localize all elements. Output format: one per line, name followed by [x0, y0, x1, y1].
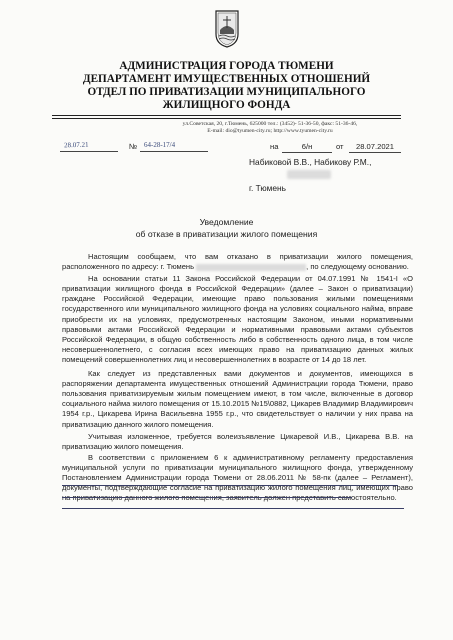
- pen-underline-1: [62, 485, 398, 486]
- number-underline: [140, 151, 208, 152]
- paragraph-refusal-text: Настоящим сообщаем, что вам отказано в приватизации жилого помещения, расположенного по адресу: г. Тюмень: [62, 252, 413, 272]
- handwritten-date: 28.07.21: [63, 140, 89, 150]
- notice-body: [62, 252, 413, 503]
- org-address: ул.Советская, 20, г.Тюмень, 625000 тел.: (3452)- 51-36-50, факс: 51-36-46,: [182, 121, 358, 127]
- letterhead-divider-thin: [52, 118, 401, 119]
- handwritten-number: 64-28-17/4: [144, 141, 176, 149]
- recipient-names: Набиковой В.В., Набикову Р.М.,: [249, 157, 372, 167]
- org-name-line-1: АДМИНИСТРАЦИЯ ГОРОДА ТЮМЕНИ: [119, 60, 334, 72]
- paragraph-consent-required: Учитывая изложенное, требуется волеизъявление Цикаревой И.В., Цикарева В.В. на приватизацию жилого помещения.: [62, 431, 413, 451]
- recipient-city: г. Тюмень: [249, 183, 287, 193]
- pen-underline-2: [62, 497, 352, 498]
- date-underline: [60, 151, 118, 152]
- redacted-address: [287, 170, 331, 179]
- pen-underline-3: [62, 508, 404, 509]
- org-name-line-3: ОТДЕЛ ПО ПРИВАТИЗАЦИИ МУНИЦИПАЛЬНОГО: [87, 86, 366, 98]
- paragraph-legal-basis: На основании статьи 11 Закона Российской Федерации от 04.07.1991 № 1541-I «О приватизации жилищного фонда в Российской Федерации» (далее – Закон о приватизации) граждане Российской Федерации, имеющие право пользования жилыми помещениями государственного или муниципального жилищного фонда на условиях социального найма, вправе приобрести их на условиях, предусмотренных настоящим Законом, иными нормативными правовыми актами Российской Федерации и нормативными правовыми актами субъектов Российской Федерации, в общую собственность либо в собственность одного лица, в том числе несовершеннолетнего, с согласия всех имеющих право на приватизацию данных жилых помещений совершеннолетних лиц и несовершеннолетних в возрасте от 14 до 18 лет.: [62, 274, 413, 364]
- org-contacts: E-mail: dio@tyumen-city.ru; http://www.tyumen-city.ru: [207, 128, 333, 134]
- paragraph-refusal: [62, 252, 413, 272]
- paragraph-documents-text: Как следует из представленных вами документов и документов, имеющихся в распоряжении департамента имущественных отношений Администрации города Тюмени, право пользования приватизируемым жилым помещением имеют, в том числе, включенные в договор социального найма жилого помещения от 15.10.2015 №15\0882,: [62, 369, 413, 409]
- on-label: на: [270, 142, 279, 151]
- letterhead-divider: [52, 115, 401, 116]
- paragraph-refusal-tail: , по следующему основанию.: [306, 262, 409, 272]
- paragraph-documents-persons: Цикарев Владимир Владимирович 1954 г.р., Цикарева Ирина Васильевна 1955 г.р., что свидетельствует о наличии у них права на приватизацию данного жилого помещения.: [62, 399, 414, 429]
- org-name-line-4: ЖИЛИЩНОГО ФОНДА: [162, 99, 291, 111]
- paragraph-documents: [62, 369, 413, 430]
- on-number: 6/н: [301, 142, 313, 151]
- from-label: от: [336, 142, 344, 151]
- document-title: Уведомление: [199, 217, 254, 227]
- number-label: №: [129, 142, 138, 151]
- city-emblem-icon: [214, 8, 240, 48]
- redacted-property-address: [196, 264, 306, 271]
- document-subtitle: об отказе в приватизации жилого помещения: [135, 229, 318, 239]
- on-underline: [282, 152, 332, 153]
- paragraph-regulation: В соответствии с приложением 6 к административному регламенту предоставления муниципальной услуги по приватизации муниципального жилищного фонда, утвержденному Постановлением Администрации города Тюмени от 28.06.2011 № 58-пк (далее – Регламент), документы, подтверждающие согласие на приватизацию жилого помещения лиц, имеющих право на приватизацию данного жилого помещения, заявитель должен представить самостоятельно.: [62, 452, 413, 503]
- from-date: 28.07.2021: [355, 142, 394, 151]
- org-name-line-2: ДЕПАРТАМЕНТ ИМУЩЕСТВЕННЫХ ОТНОШЕНИЙ: [82, 73, 371, 85]
- from-underline: [349, 152, 401, 153]
